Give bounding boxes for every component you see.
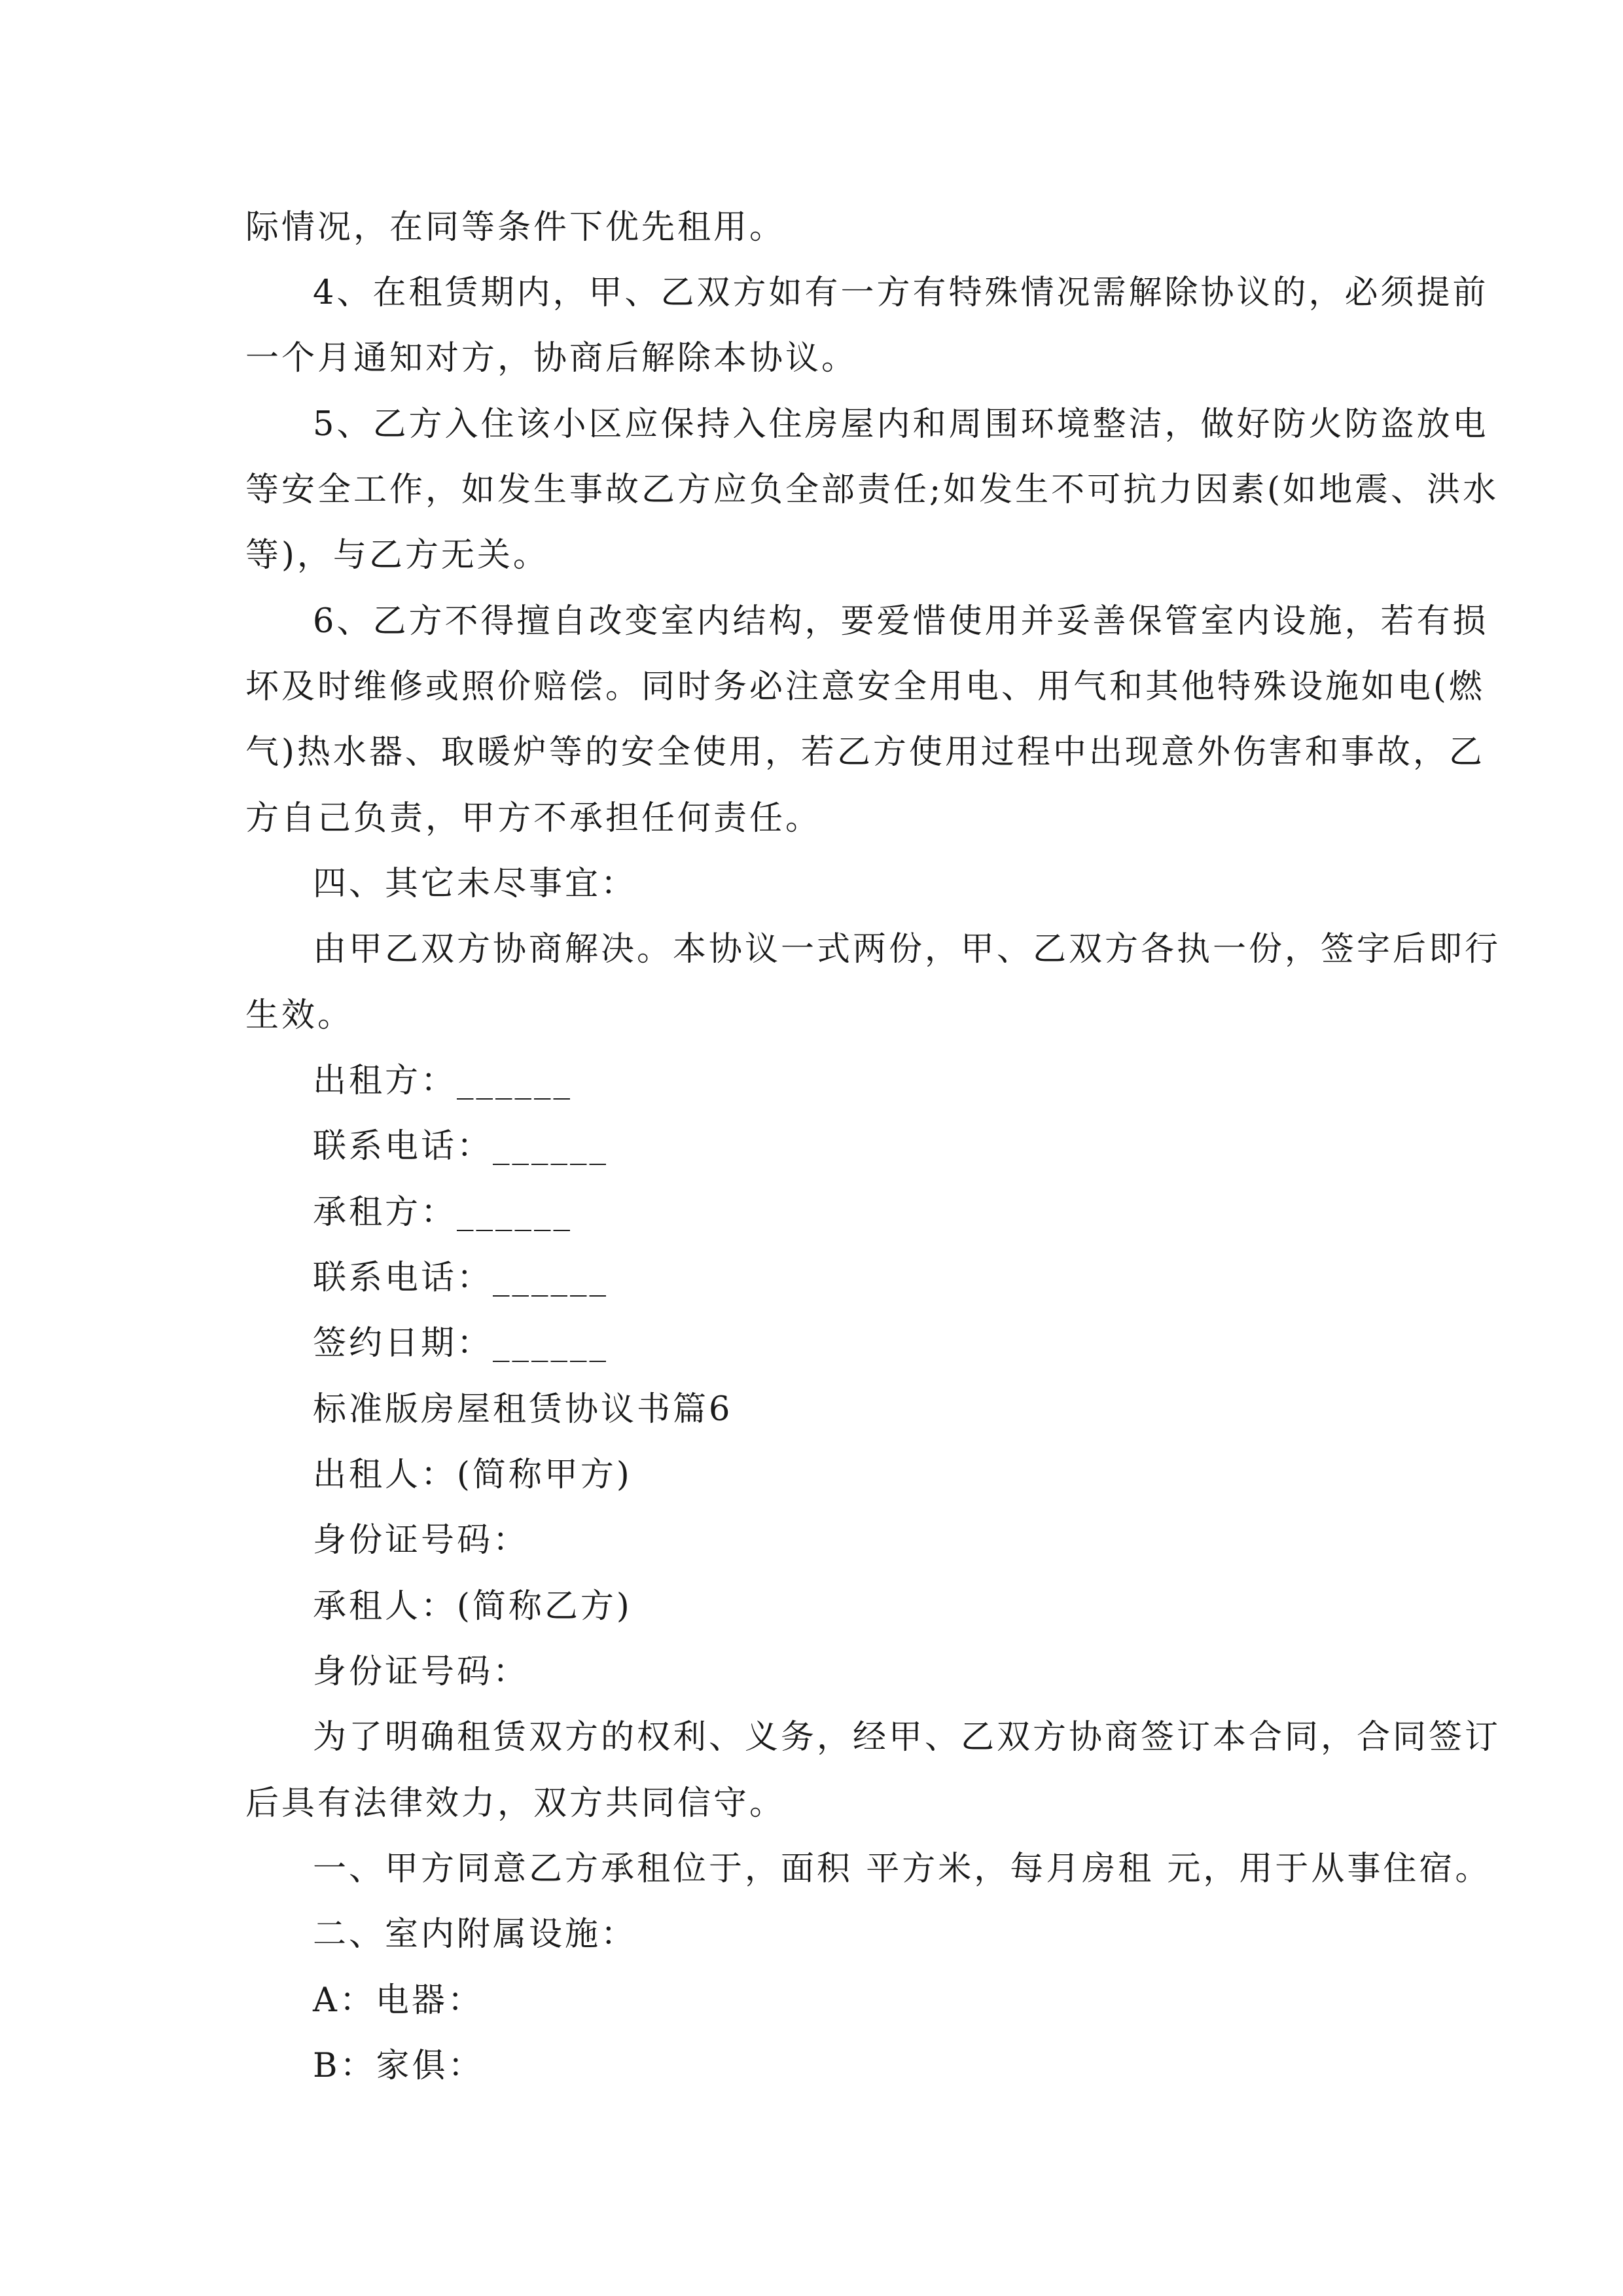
- list-item: A：电器：: [313, 1981, 484, 2020]
- paragraph-line: 后具有法律效力，双方共同信守。: [245, 1784, 786, 1823]
- paragraph-line: 4、在租赁期内，甲、乙双方如有一方有特殊情况需解除协议的，必须提前: [313, 274, 1489, 312]
- paragraph-line: 坏及时维修或照价赔偿。同时务必注意安全用电、用气和其他特殊设施如电(燃: [245, 668, 1485, 706]
- list-item: B：家俱：: [313, 2047, 484, 2085]
- section-heading: 二、室内附属设施：: [313, 1915, 637, 1954]
- paragraph-line: 生效。: [245, 996, 354, 1035]
- party-field: 承租人：(简称乙方): [313, 1587, 632, 1626]
- section-heading: 四、其它未尽事宜：: [313, 865, 637, 903]
- paragraph-line: 为了明确租赁双方的权利、义务，经甲、乙双方协商签订本合同，合同签订: [313, 1718, 1501, 1757]
- party-field: 身份证号码：: [313, 1521, 529, 1560]
- party-field: 出租人：(简称甲方): [313, 1456, 632, 1494]
- paragraph-line: 6、乙方不得擅自改变室内结构，要爱惜使用并妥善保管室内设施，若有损: [313, 602, 1489, 641]
- paragraph-line: 气)热水器、取暖炉等的安全使用，若乙方使用过程中出现意外伤害和事故，乙: [245, 733, 1485, 772]
- signature-field-phone: 联系电话：______: [313, 1127, 609, 1166]
- paragraph-line: 等安全工作，如发生事故乙方应负全部责任;如发生不可抗力因素(如地震、洪水: [245, 471, 1499, 509]
- paragraph-line: 际情况，在同等条件下优先租用。: [245, 208, 786, 247]
- paragraph-line: 一个月通知对方，协商后解除本协议。: [245, 339, 858, 378]
- article-title: 标准版房屋租赁协议书篇6: [313, 1390, 733, 1429]
- signature-field-lessee: 承租方：______: [313, 1193, 573, 1232]
- paragraph-line: 方自己负责，甲方不承担任何责任。: [245, 799, 822, 838]
- party-field: 身份证号码：: [313, 1653, 529, 1691]
- clause-line: 一、甲方同意乙方承租位于，面积 平方米，每月房租 元，用于从事住宿。: [313, 1850, 1491, 1888]
- signature-field-lessor: 出租方：______: [313, 1062, 573, 1100]
- paragraph-line: 由甲乙双方协商解决。本协议一式两份，甲、乙双方各执一份，签字后即行: [313, 930, 1501, 969]
- signature-field-date: 签约日期：______: [313, 1324, 609, 1363]
- paragraph-line: 等)，与乙方无关。: [245, 536, 549, 575]
- paragraph-line: 5、乙方入住该小区应保持入住房屋内和周围环境整洁，做好防火防盗放电: [313, 405, 1489, 444]
- signature-field-phone: 联系电话：______: [313, 1259, 609, 1297]
